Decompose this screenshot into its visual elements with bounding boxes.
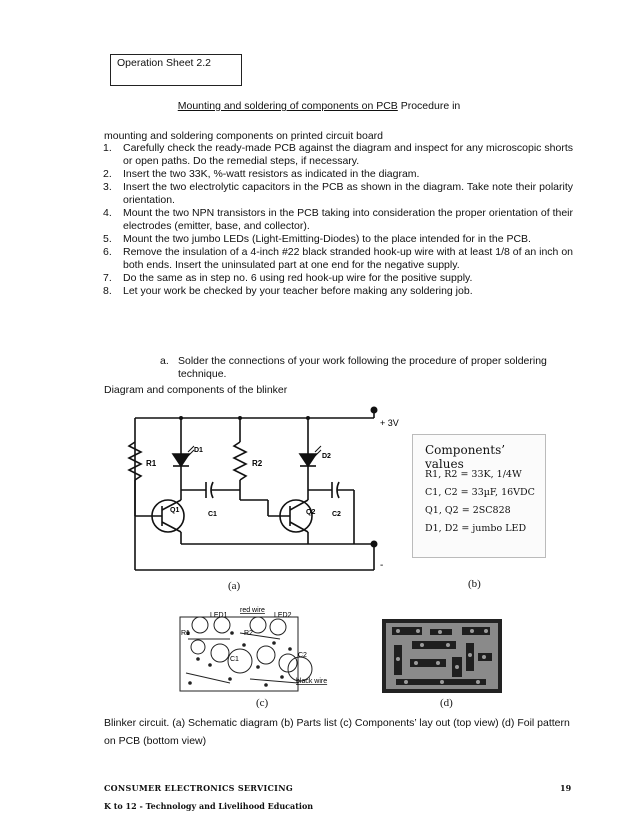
minus-label: - (380, 560, 384, 571)
operation-sheet-label: Operation Sheet 2.2 (117, 57, 211, 69)
parts-line: Q1, Q2 = 2SC828 (425, 505, 511, 516)
list-item: 5. Mount the two jumbo LEDs (Light-Emitting-Diodes) to the place intended for in the PCB. (103, 233, 531, 245)
section-title (0, 100, 638, 112)
label-d: (d) (440, 697, 453, 709)
label-c: (c) (256, 697, 269, 709)
q2-label: Q2 (306, 509, 316, 516)
parts-line: C1, C2 = 33µF, 16VDC (425, 487, 535, 498)
black-wire-label: black wire (296, 678, 328, 685)
r2-label: R2 (252, 459, 263, 468)
label-a: (a) (228, 580, 241, 592)
operation-sheet-box (110, 54, 242, 86)
footer-subtitle: K to 12 - Technology and Livelihood Education (104, 801, 314, 811)
parts-line: R1, R2 = 33K, 1/4W (425, 469, 522, 480)
layout-r2-label: R2 (244, 630, 253, 637)
list-item: 6. Remove the insulation of a 4-inch #22 black stranded hook-up wire with at least 1/8 of an inch on both ends. Insert the uninsulated part at one end for the negative supply. (103, 246, 573, 271)
list-item: 3. Insert the two electrolytic capacitors in the PCB as shown in the diagram. Take note their polarity orientation. (103, 181, 573, 206)
d2-label: D2 (322, 453, 331, 460)
parts-heading: Components’ values (425, 443, 506, 471)
schematic-diagram (118, 404, 399, 574)
led1-label: LED1 (210, 612, 228, 619)
intro-text: mounting and soldering components on printed circuit board (104, 130, 384, 142)
supply-label: + 3V (380, 418, 399, 428)
d1-label: D1 (194, 447, 203, 454)
list-item: 4. Mount the two NPN transistors in the PCB taking into consideration the proper orientation of their electrodes (emitter, base, and collector). (103, 207, 573, 232)
page-number: 19 (560, 783, 572, 793)
foil-pattern (382, 619, 502, 693)
list-item: 1. Carefully check the ready-made PCB against the diagram and inspect for any microscopic shorts or open paths. Do the remedial steps, if necessary. (103, 142, 573, 167)
list-item: 8. Let your work be checked by your teacher before making any soldering job. (103, 285, 473, 297)
c2-label: C2 (332, 511, 341, 518)
section-title-rest: Procedure in (397, 100, 461, 112)
layout-r1-label: R1 (181, 630, 190, 637)
r1-label: R1 (146, 459, 157, 468)
parts-line: D1, D2 = jumbo LED (425, 523, 527, 534)
parts-list (412, 434, 546, 558)
layout-c2-label: C2 (298, 652, 307, 659)
list-item: 7. Do the same as in step no. 6 using red hook-up wire for the positive supply. (103, 272, 473, 284)
c1-label: C1 (208, 511, 217, 518)
layout-c1-label: C1 (230, 656, 239, 663)
procedure-steps (103, 142, 573, 298)
red-wire-label: red wire (240, 607, 265, 614)
footer-title: CONSUMER ELECTRONICS SERVICING (104, 783, 293, 793)
components-layout (170, 603, 350, 695)
label-b: (b) (468, 578, 481, 590)
q1-label: Q1 (170, 507, 180, 514)
led2-label: LED2 (274, 612, 292, 619)
figure-caption: Blinker circuit. (a) Schematic diagram (b) Parts list (c) Components’ lay out (top view) (d) Foil pattern on PCB (bottom view) (104, 717, 570, 747)
list-item: 2. Insert the two 33K, %-watt resistors as indicated in the diagram. (103, 168, 420, 180)
sub-step-a: a. Solder the connections of your work following the procedure of proper soldering technique. (160, 355, 547, 380)
section-title-underlined: Mounting and soldering of components on PCB (177, 100, 398, 112)
diagram-caption: Diagram and components of the blinker (104, 384, 288, 396)
